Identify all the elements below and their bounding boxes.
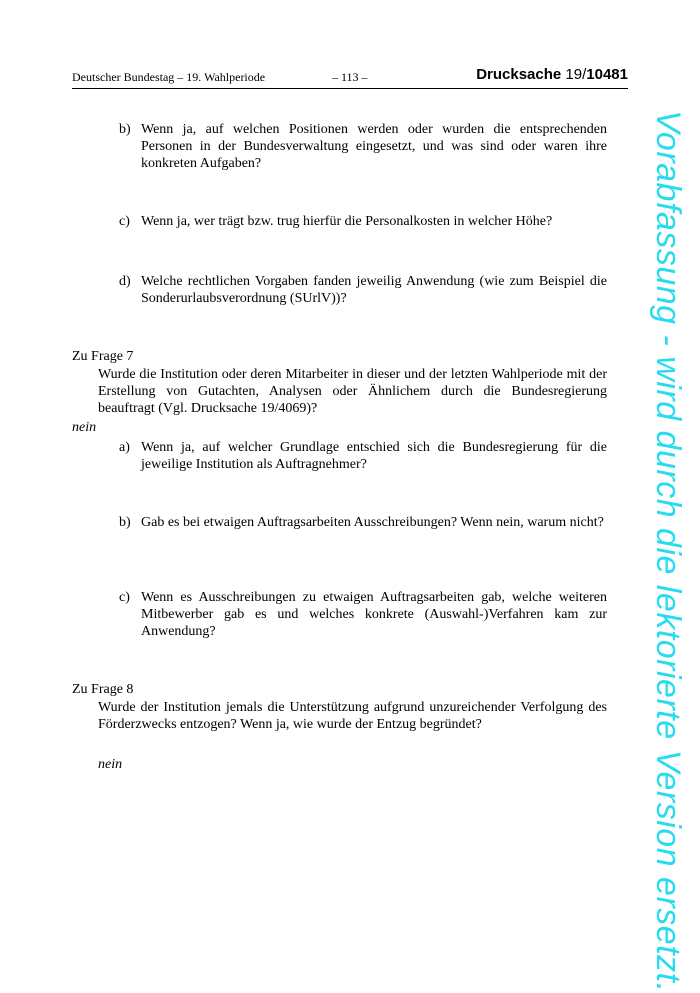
item-text: Wenn ja, auf welchen Positionen werden oder wurden die entsprechenden Personen in der Bundesverwaltung eingesetzt, und was sind oder waren ihre konkreten Aufgaben? — [141, 122, 607, 171]
watermark — [643, 110, 689, 993]
item-label: a) — [119, 440, 130, 455]
watermark-text: Vorabfassung - wird durch die lektorierte Version ersetzt. — [649, 110, 687, 993]
question-text: Wurde die Institution oder deren Mitarbeiter in dieser und der letzten Wahlperiode mit der Erstellung von Gutachten, Analysen oder Ähnlichem durch die Bundesregierung beauftragt (Vgl. Drucksache 19/4069)? — [98, 367, 607, 416]
doc-number: 10481 — [586, 66, 628, 83]
doc-label: Drucksache — [476, 66, 562, 83]
page-header — [72, 66, 628, 89]
header-page-number: – 113 – — [332, 70, 368, 84]
question-heading: Zu Frage 8 — [72, 682, 134, 697]
question-text: Wurde der Institution jemals die Unterstützung aufgrund unzureichender Verfolgung des Förderzwecks entzogen? Wenn ja, wie wurde der Entzug begründet? — [98, 700, 607, 732]
item-label: c) — [119, 590, 130, 605]
header-document-number — [476, 66, 628, 83]
answer-text: nein — [98, 757, 123, 772]
item-text: Gab es bei etwaigen Auftragsarbeiten Ausschreibungen? Wenn nein, warum nicht? — [141, 515, 604, 530]
answer-text: nein — [72, 420, 97, 435]
item-text: Wenn es Ausschreibungen zu etwaigen Auftragsarbeiten gab, welche weiteren Mitbewerber gab es und welches konkrete (Auswahl-)Verfahren kam zur Anwendung? — [141, 590, 607, 639]
doc-period: 19/ — [561, 66, 587, 83]
item-label: b) — [119, 515, 131, 530]
header-publisher: Deutscher Bundestag – 19. Wahlperiode — [72, 70, 266, 84]
item-label: d) — [119, 274, 131, 289]
item-text: Wenn ja, wer trägt bzw. trug hierfür die Personalkosten in welcher Höhe? — [141, 214, 553, 229]
item-label: c) — [119, 214, 130, 229]
item-text: Wenn ja, auf welcher Grundlage entschied sich die Bundesregierung für die jeweilige Institution als Auftragnehmer? — [141, 440, 607, 472]
item-text: Welche rechtlichen Vorgaben fanden jeweilig Anwendung (wie zum Beispiel die Sonderurlaubsverordnung (SUrlV))? — [141, 274, 607, 306]
question-heading: Zu Frage 7 — [72, 349, 134, 364]
item-label: b) — [119, 122, 131, 137]
